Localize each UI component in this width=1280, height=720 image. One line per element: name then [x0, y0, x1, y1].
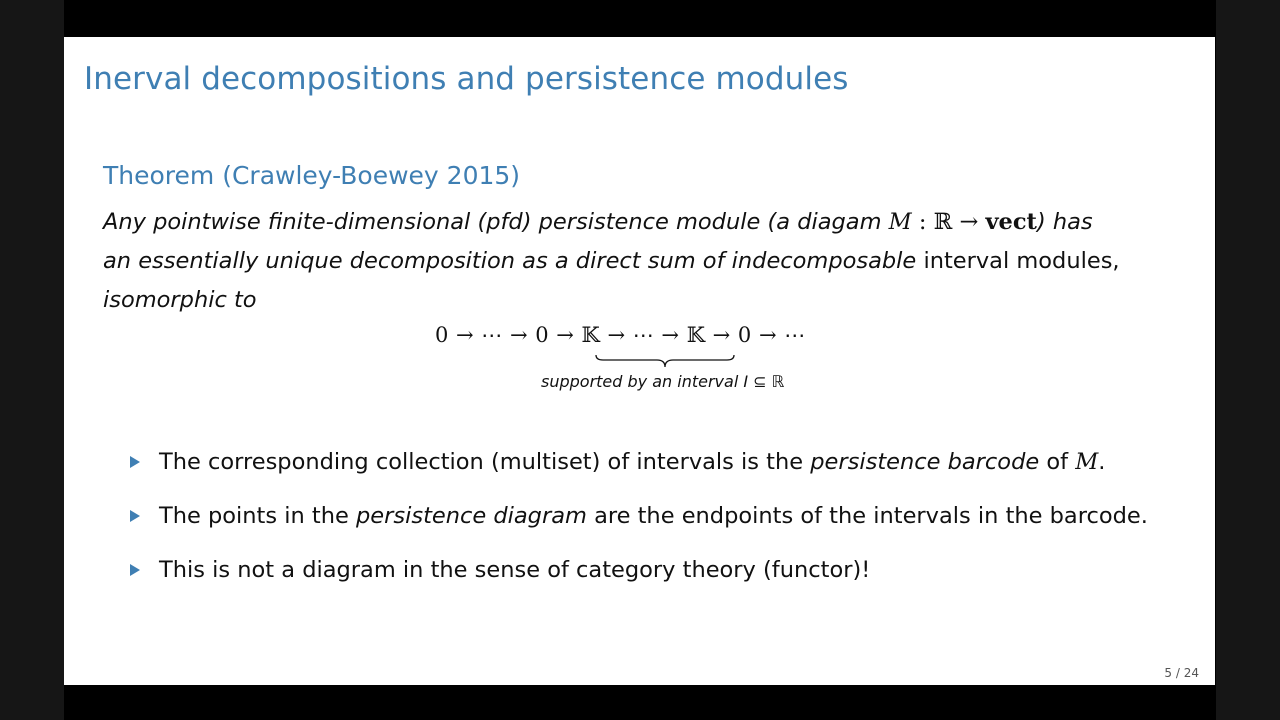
bullet-text-part: are the endpoints of the intervals in the barcode.: [586, 503, 1148, 529]
left-letterbox: [0, 0, 64, 720]
theorem-text-upright: interval modules,: [923, 248, 1120, 274]
bullet-text-part: .: [1098, 449, 1106, 475]
math-symbol: M: [888, 209, 912, 235]
bullet-text-part: The points in the: [159, 503, 356, 529]
bullet-list: [130, 449, 1190, 611]
theorem-text: ) has: [1036, 209, 1093, 235]
slide-title: Inerval decompositions and persistence modules: [84, 61, 849, 97]
bullet-text: This is not a diagram in the sense of category theory (functor)!: [159, 557, 871, 583]
list-item: [130, 449, 1190, 503]
math-vect: vect: [985, 209, 1037, 235]
brace-label: supported by an interval I ⊆ ℝ: [541, 372, 785, 391]
bullet-emphasis: persistence diagram: [356, 503, 587, 529]
theorem-heading: Theorem (Crawley-Boewey 2015): [103, 161, 521, 190]
math-symbol: M: [1075, 449, 1099, 475]
math-expression: : ℝ →: [911, 209, 986, 235]
theorem-text: Any pointwise finite-dimensional (pfd) persistence module (a diagam: [103, 209, 889, 235]
bullet-text-part: of: [1039, 449, 1076, 475]
underbrace: [595, 354, 735, 368]
theorem-line-1: [103, 203, 1113, 242]
theorem-line-3: isomorphic to: [103, 287, 257, 313]
theorem-body: [103, 203, 1120, 320]
list-item: [130, 503, 1190, 557]
bullet-emphasis: persistence barcode: [810, 449, 1040, 475]
right-letterbox: [1216, 0, 1280, 720]
theorem-text: an essentially unique decomposition as a direct sum of indecomposable: [103, 248, 924, 274]
bullet-text: [159, 503, 1148, 529]
bullet-triangle-icon: [130, 564, 140, 576]
bullet-text: [159, 449, 1105, 475]
bullet-triangle-icon: [130, 510, 140, 522]
display-formula: 0 → ⋯ → 0 → 𝕂 → ⋯ → 𝕂 → 0 → ⋯: [435, 323, 806, 347]
bullet-triangle-icon: [130, 456, 140, 468]
presentation-slide: [64, 37, 1215, 685]
list-item: [130, 557, 1190, 611]
bullet-text-part: The corresponding collection (multiset) of intervals is the: [159, 449, 811, 475]
page-number: 5 / 24: [1164, 666, 1199, 680]
theorem-line-2: [103, 242, 1120, 281]
